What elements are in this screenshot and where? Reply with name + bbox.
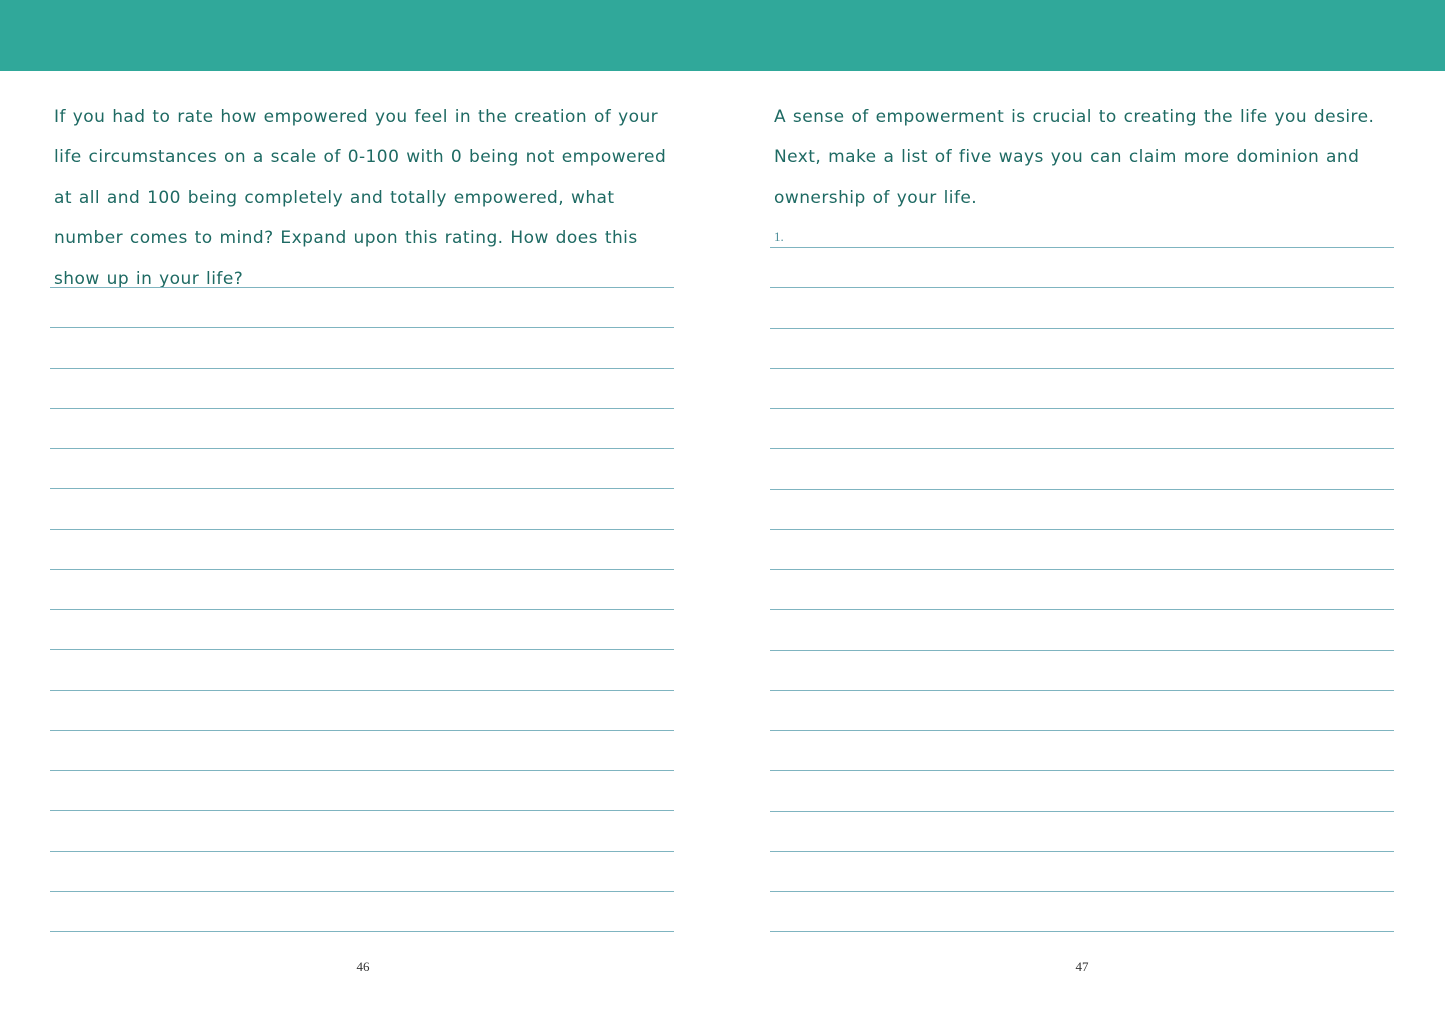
journal-prompt: If you had to rate how empowered you feel in the creation of your life circumstances on a scale of 0-100 with 0 being not empowered at all and 100 being completely and totally empowered, what number comes to mind? Expand upon this rating. How does this show up in your life? (54, 107, 667, 289)
header-band (0, 0, 1445, 71)
writing-line (770, 690, 1394, 691)
writing-line (770, 931, 1394, 932)
left-page (0, 71, 722, 1010)
writing-line (770, 851, 1394, 852)
writing-line (770, 529, 1394, 530)
writing-line (50, 891, 674, 892)
writing-line (50, 287, 674, 288)
writing-line (770, 811, 1394, 812)
writing-line (770, 328, 1394, 329)
writing-line (50, 851, 674, 852)
writing-line (50, 368, 674, 369)
writing-line (770, 609, 1394, 610)
writing-line (770, 770, 1394, 771)
writing-line (50, 730, 674, 731)
page-number: 46 (356, 959, 370, 974)
writing-line (770, 489, 1394, 490)
journal-prompt: A sense of empowerment is crucial to creating the life you desire. Next, make a list of five ways you can claim more dominion and ownership of your life. (774, 107, 1375, 208)
writing-line (770, 408, 1394, 409)
writing-line (50, 609, 674, 610)
writing-line (770, 287, 1394, 288)
writing-line (770, 650, 1394, 651)
writing-line (770, 891, 1394, 892)
writing-line (50, 327, 674, 328)
writing-line (50, 488, 674, 489)
writing-line (50, 770, 674, 771)
writing-line (50, 931, 674, 932)
right-page (722, 71, 1444, 1010)
page-number: 47 (1075, 959, 1089, 974)
writing-line (770, 247, 1394, 248)
writing-line (770, 368, 1394, 369)
writing-line (50, 810, 674, 811)
writing-line (770, 730, 1394, 731)
writing-line (50, 529, 674, 530)
writing-line (50, 569, 674, 570)
writing-line (770, 448, 1394, 449)
writing-line (50, 408, 674, 409)
writing-line (50, 448, 674, 449)
list-item-number: 1. (774, 229, 784, 244)
writing-line (50, 649, 674, 650)
writing-line (770, 569, 1394, 570)
writing-line (50, 690, 674, 691)
